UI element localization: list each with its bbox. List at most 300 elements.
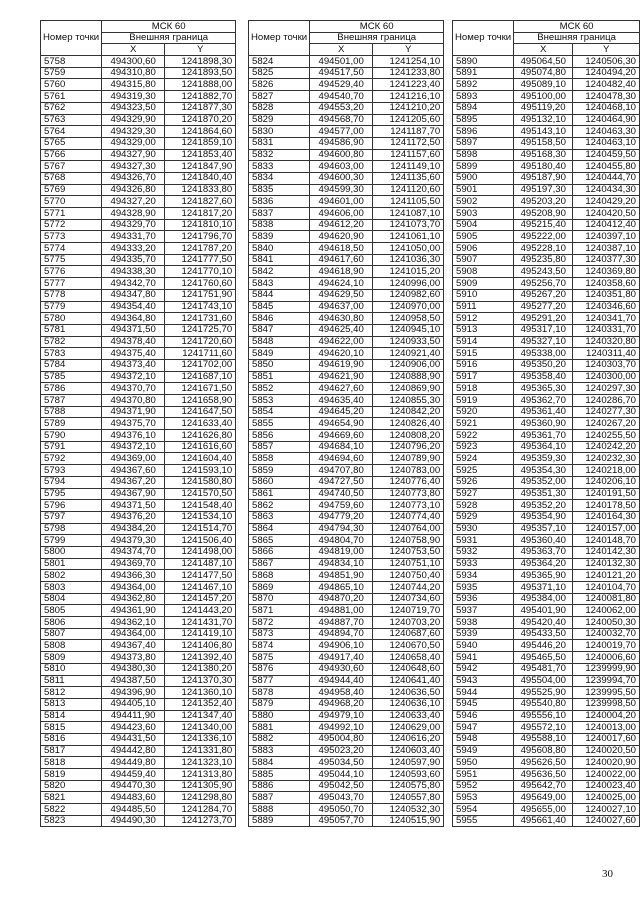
- coord-y: 1240104,70: [573, 582, 640, 594]
- table-row: [41, 804, 236, 816]
- coord-x: 495354,30: [514, 465, 573, 477]
- coord-y: 1240970,00: [373, 301, 444, 313]
- coord-x: 494619,90: [310, 359, 373, 371]
- header-x: X: [310, 44, 373, 56]
- point-number: 5807: [41, 628, 102, 640]
- table-row: [453, 359, 640, 371]
- table-row: [41, 266, 236, 278]
- point-number: 5885: [249, 769, 310, 781]
- coord-x: 495420,40: [514, 617, 573, 629]
- point-number: 5838: [249, 219, 310, 231]
- table-row: [453, 792, 640, 804]
- point-number: 5829: [249, 114, 310, 126]
- point-number: 5847: [249, 324, 310, 336]
- coord-y: 1240636,10: [373, 698, 444, 710]
- point-number: 5852: [249, 383, 310, 395]
- table-row: [41, 593, 236, 605]
- coord-x: 494380,30: [102, 663, 165, 675]
- coord-y: 1240996,00: [373, 278, 444, 290]
- coord-x: 495361,40: [514, 406, 573, 418]
- coord-y: 1241580,80: [165, 476, 236, 488]
- point-number: 5905: [453, 231, 514, 243]
- point-number: 5929: [453, 511, 514, 523]
- table-row: [249, 757, 444, 769]
- table-row: [453, 663, 640, 675]
- point-number: 5933: [453, 558, 514, 570]
- coord-x: 494577,00: [310, 126, 373, 138]
- point-number: 5943: [453, 675, 514, 687]
- point-number: 5892: [453, 79, 514, 91]
- table-row: [249, 313, 444, 325]
- point-number: 5813: [41, 698, 102, 710]
- coord-y: 1240387,10: [573, 243, 640, 255]
- table-row: [41, 149, 236, 161]
- table-row: [453, 441, 640, 453]
- table-row: [453, 56, 640, 68]
- coord-y: 1240468,10: [573, 102, 640, 114]
- point-number: 5793: [41, 465, 102, 477]
- coord-x: 494622,00: [310, 336, 373, 348]
- point-number: 5800: [41, 546, 102, 558]
- coord-y: 1241050,00: [373, 243, 444, 255]
- table-row: [41, 371, 236, 383]
- table-row: [249, 336, 444, 348]
- coord-x: 494354,40: [102, 301, 165, 313]
- coord-y: 1241015,20: [373, 266, 444, 278]
- coord-y: 1240429,20: [573, 196, 640, 208]
- table-row: [41, 652, 236, 664]
- point-number: 5779: [41, 301, 102, 313]
- table-row: [249, 289, 444, 301]
- coord-y: 1240776,40: [373, 476, 444, 488]
- table-row: [453, 640, 640, 652]
- point-number: 5881: [249, 722, 310, 734]
- table-row: [249, 266, 444, 278]
- coord-y: 1241157,60: [373, 149, 444, 161]
- coord-y: 1241711,60: [165, 348, 236, 360]
- coord-y: 1239998,50: [573, 698, 640, 710]
- coord-x: 495481,70: [514, 663, 573, 675]
- table-row: [249, 745, 444, 757]
- coord-y: 1240255,50: [573, 430, 640, 442]
- table-row: [41, 114, 236, 126]
- coord-x: 494326,70: [102, 172, 165, 184]
- coord-x: 495361,70: [514, 430, 573, 442]
- coord-x: 495338,00: [514, 348, 573, 360]
- coord-x: 494370,80: [102, 395, 165, 407]
- coord-x: 495034,50: [310, 757, 373, 769]
- point-number: 5941: [453, 652, 514, 664]
- coord-x: 494553,20: [310, 102, 373, 114]
- point-number: 5837: [249, 208, 310, 220]
- coordinates-table: [248, 20, 444, 827]
- coord-y: 1241840,40: [165, 172, 236, 184]
- coord-x: 494694,60: [310, 453, 373, 465]
- coord-x: 494411,90: [102, 710, 165, 722]
- table-row: [249, 570, 444, 582]
- coord-y: 1240603,40: [373, 745, 444, 757]
- coord-x: 494625,40: [310, 324, 373, 336]
- coord-x: 495050,70: [310, 804, 373, 816]
- point-number: 5893: [453, 91, 514, 103]
- table-row: [41, 745, 236, 757]
- point-number: 5828: [249, 102, 310, 114]
- coord-y: 1240218,00: [573, 465, 640, 477]
- coord-x: 495572,10: [514, 722, 573, 734]
- point-number: 5840: [249, 243, 310, 255]
- coord-y: 1241864,60: [165, 126, 236, 138]
- coord-y: 1241305,90: [165, 780, 236, 792]
- coord-y: 1240297,30: [573, 383, 640, 395]
- coord-x: 494483,60: [102, 792, 165, 804]
- point-number: 5767: [41, 161, 102, 173]
- header-coordinate-system: МСК 60: [310, 21, 444, 33]
- table-row: [249, 67, 444, 79]
- table-row: [41, 406, 236, 418]
- coord-x: 494319,30: [102, 91, 165, 103]
- coord-x: 495384,00: [514, 593, 573, 605]
- coord-y: 1240157,00: [573, 523, 640, 535]
- coord-y: 1241380,20: [165, 663, 236, 675]
- table-row: [453, 465, 640, 477]
- point-number: 5870: [249, 593, 310, 605]
- table-row: [249, 371, 444, 383]
- table-row: [41, 395, 236, 407]
- coord-y: 1240050,30: [573, 617, 640, 629]
- point-number: 5843: [249, 278, 310, 290]
- point-number: 5915: [453, 348, 514, 360]
- coord-x: 494310,80: [102, 67, 165, 79]
- coord-y: 1241888,00: [165, 79, 236, 91]
- table-row: [453, 769, 640, 781]
- point-number: 5912: [453, 313, 514, 325]
- coord-y: 1241626,80: [165, 430, 236, 442]
- point-number: 5887: [249, 792, 310, 804]
- table-row: [249, 500, 444, 512]
- point-number: 5780: [41, 313, 102, 325]
- coord-x: 494367,20: [102, 476, 165, 488]
- point-number: 5918: [453, 383, 514, 395]
- point-number: 5954: [453, 804, 514, 816]
- table-row: [249, 278, 444, 290]
- table-row: [41, 196, 236, 208]
- coord-x: 494779,20: [310, 511, 373, 523]
- point-number: 5786: [41, 383, 102, 395]
- coord-y: 1240789,90: [373, 453, 444, 465]
- point-number: 5894: [453, 102, 514, 114]
- point-number: 5777: [41, 278, 102, 290]
- coord-x: 495364,10: [514, 441, 573, 453]
- coord-x: 494442,80: [102, 745, 165, 757]
- point-number: 5927: [453, 488, 514, 500]
- table-row: [249, 628, 444, 640]
- coord-x: 495362,70: [514, 395, 573, 407]
- coord-x: 495187,90: [514, 172, 573, 184]
- coord-x: 494327,90: [102, 149, 165, 161]
- point-number: 5842: [249, 266, 310, 278]
- table-row: [41, 453, 236, 465]
- coord-x: 494917,40: [310, 652, 373, 664]
- coord-y: 1241751,90: [165, 289, 236, 301]
- coord-y: 1241135,60: [373, 172, 444, 184]
- header-x: X: [514, 44, 573, 56]
- coord-x: 494865,10: [310, 582, 373, 594]
- coord-y: 1240351,80: [573, 289, 640, 301]
- coord-y: 1241392,40: [165, 652, 236, 664]
- table-row: [453, 243, 640, 255]
- point-number: 5849: [249, 348, 310, 360]
- point-number: 5787: [41, 395, 102, 407]
- table-row: [453, 67, 640, 79]
- coord-y: 1240593,60: [373, 769, 444, 781]
- table-row: [249, 348, 444, 360]
- coord-y: 1241731,60: [165, 313, 236, 325]
- coord-x: 494637,00: [310, 301, 373, 313]
- table-row: [453, 395, 640, 407]
- coord-x: 494601,00: [310, 196, 373, 208]
- point-number: 5770: [41, 196, 102, 208]
- coord-y: 1240906,00: [373, 359, 444, 371]
- table-row: [249, 102, 444, 114]
- table-row: [41, 792, 236, 804]
- coord-x: 494958,40: [310, 687, 373, 699]
- table-row: [41, 348, 236, 360]
- coord-x: 495291,20: [514, 313, 573, 325]
- coord-y: 1240670,50: [373, 640, 444, 652]
- coord-x: 494459,40: [102, 769, 165, 781]
- table-row: [453, 628, 640, 640]
- coord-y: 1240013,00: [573, 722, 640, 734]
- table-row: [249, 640, 444, 652]
- table-row: [453, 172, 640, 184]
- coord-y: 1240773,10: [373, 500, 444, 512]
- point-number: 5882: [249, 733, 310, 745]
- coord-x: 494470,30: [102, 780, 165, 792]
- coord-x: 494894,70: [310, 628, 373, 640]
- table-row: [249, 546, 444, 558]
- page-number: 30: [602, 868, 613, 880]
- coord-x: 495354,90: [514, 511, 573, 523]
- header-coordinate-system: МСК 60: [102, 21, 236, 33]
- coord-x: 495042,50: [310, 780, 373, 792]
- point-number: 5888: [249, 804, 310, 816]
- coord-x: 495004,80: [310, 733, 373, 745]
- coord-y: 1240191,50: [573, 488, 640, 500]
- coord-x: 495401,90: [514, 605, 573, 617]
- coord-x: 494300,60: [102, 56, 165, 68]
- coord-x: 495243,50: [514, 266, 573, 278]
- table-row: [453, 558, 640, 570]
- coord-x: 495132,10: [514, 114, 573, 126]
- point-number: 5845: [249, 301, 310, 313]
- point-number: 5760: [41, 79, 102, 91]
- coord-y: 1240369,80: [573, 266, 640, 278]
- coord-y: 1240121,20: [573, 570, 640, 582]
- table-row: [41, 231, 236, 243]
- coord-y: 1241833,80: [165, 184, 236, 196]
- coord-x: 495364,20: [514, 558, 573, 570]
- table-row: [249, 652, 444, 664]
- header-y: Y: [373, 44, 444, 56]
- point-number: 5934: [453, 570, 514, 582]
- point-number: 5799: [41, 535, 102, 547]
- coord-x: 494423,60: [102, 722, 165, 734]
- coord-x: 494366,30: [102, 570, 165, 582]
- table-row: [249, 675, 444, 687]
- coord-y: 1240023,40: [573, 780, 640, 792]
- table-row: [41, 769, 236, 781]
- coord-x: 494621,90: [310, 371, 373, 383]
- coord-y: 1241477,50: [165, 570, 236, 582]
- point-number: 5763: [41, 114, 102, 126]
- coord-x: 494834,10: [310, 558, 373, 570]
- table-row: [453, 149, 640, 161]
- coord-y: 1241120,60: [373, 184, 444, 196]
- coord-y: 1240506,30: [573, 56, 640, 68]
- coord-x: 494759,60: [310, 500, 373, 512]
- coord-x: 495363,70: [514, 546, 573, 558]
- point-number: 5945: [453, 698, 514, 710]
- table-row: [453, 617, 640, 629]
- coord-x: 494618,50: [310, 243, 373, 255]
- point-number: 5898: [453, 149, 514, 161]
- coord-y: 1240532,30: [373, 804, 444, 816]
- point-number: 5805: [41, 605, 102, 617]
- coord-x: 494374,70: [102, 546, 165, 558]
- coord-y: 1241658,90: [165, 395, 236, 407]
- coord-y: 1241210,20: [373, 102, 444, 114]
- header-point-number: Номер точки: [453, 21, 514, 56]
- point-number: 5797: [41, 511, 102, 523]
- coord-x: 495360,90: [514, 418, 573, 430]
- coord-x: 494600,30: [310, 172, 373, 184]
- coord-y: 1240826,40: [373, 418, 444, 430]
- table-row: [453, 722, 640, 734]
- coord-x: 494362,80: [102, 593, 165, 605]
- coord-y: 1241725,70: [165, 324, 236, 336]
- table-row: [41, 301, 236, 313]
- coord-y: 1241036,30: [373, 254, 444, 266]
- point-number: 5936: [453, 593, 514, 605]
- coord-y: 1241827,60: [165, 196, 236, 208]
- coord-y: 1241336,10: [165, 733, 236, 745]
- point-number: 5844: [249, 289, 310, 301]
- table-row: [249, 453, 444, 465]
- table-row: [249, 710, 444, 722]
- coord-x: 494618,90: [310, 266, 373, 278]
- table-row: [249, 687, 444, 699]
- table-row: [41, 722, 236, 734]
- coord-y: 1241347,40: [165, 710, 236, 722]
- table-row: [453, 231, 640, 243]
- table-row: [453, 161, 640, 173]
- coord-y: 1240774,40: [373, 511, 444, 523]
- coord-x: 495655,00: [514, 804, 573, 816]
- point-number: 5778: [41, 289, 102, 301]
- coord-x: 495215,40: [514, 219, 573, 231]
- point-number: 5901: [453, 184, 514, 196]
- point-number: 5775: [41, 254, 102, 266]
- point-number: 5841: [249, 254, 310, 266]
- point-number: 5858: [249, 453, 310, 465]
- point-number: 5907: [453, 254, 514, 266]
- header-point-number: Номер точки: [249, 21, 310, 56]
- table-row: [249, 301, 444, 313]
- coord-x: 494992,10: [310, 722, 373, 734]
- coord-y: 1240482,40: [573, 79, 640, 91]
- point-number: 5916: [453, 359, 514, 371]
- point-number: 5874: [249, 640, 310, 652]
- table-row: [41, 488, 236, 500]
- point-number: 5871: [249, 605, 310, 617]
- coord-x: 494968,20: [310, 698, 373, 710]
- table-row: [453, 757, 640, 769]
- coord-y: 1241882,70: [165, 91, 236, 103]
- coord-y: 1240719,70: [373, 605, 444, 617]
- coord-x: 494540,70: [310, 91, 373, 103]
- coord-y: 1241233,80: [373, 67, 444, 79]
- coord-x: 494599,30: [310, 184, 373, 196]
- table-row: [249, 441, 444, 453]
- coord-x: 494361,90: [102, 605, 165, 617]
- point-number: 5877: [249, 675, 310, 687]
- table-row: [249, 172, 444, 184]
- point-number: 5835: [249, 184, 310, 196]
- coord-y: 1240025,00: [573, 792, 640, 804]
- table-row: [41, 359, 236, 371]
- table-row: [249, 383, 444, 395]
- table-row: [41, 254, 236, 266]
- coord-y: 1240311,40: [573, 348, 640, 360]
- coord-x: 494627,60: [310, 383, 373, 395]
- table-row: [249, 137, 444, 149]
- coord-x: 495327,10: [514, 336, 573, 348]
- coord-y: 1241284,70: [165, 804, 236, 816]
- coord-y: 1241254,10: [373, 56, 444, 68]
- coord-x: 494373,40: [102, 359, 165, 371]
- coord-y: 1240982,60: [373, 289, 444, 301]
- coord-x: 494373,80: [102, 652, 165, 664]
- coord-x: 494887,70: [310, 617, 373, 629]
- point-number: 5872: [249, 617, 310, 629]
- point-number: 5825: [249, 67, 310, 79]
- coord-y: 1240232,30: [573, 453, 640, 465]
- coord-x: 494329,70: [102, 219, 165, 231]
- point-number: 5955: [453, 815, 514, 827]
- table-row: [41, 698, 236, 710]
- coord-y: 1241205,60: [373, 114, 444, 126]
- table-row: [453, 780, 640, 792]
- point-number: 5809: [41, 652, 102, 664]
- header-boundary: Внешняя граница: [102, 32, 236, 44]
- point-number: 5948: [453, 733, 514, 745]
- point-number: 5769: [41, 184, 102, 196]
- coord-x: 494620,90: [310, 231, 373, 243]
- coord-y: 1240633,40: [373, 710, 444, 722]
- coord-y: 1240641,40: [373, 675, 444, 687]
- point-number: 5910: [453, 289, 514, 301]
- table-row: [249, 792, 444, 804]
- point-number: 5839: [249, 231, 310, 243]
- coord-y: 1241498,00: [165, 546, 236, 558]
- point-number: 5772: [41, 219, 102, 231]
- point-number: 5919: [453, 395, 514, 407]
- coord-y: 1240300,00: [573, 371, 640, 383]
- coord-y: 1240434,30: [573, 184, 640, 196]
- table-row: [249, 465, 444, 477]
- coord-x: 494740,50: [310, 488, 373, 500]
- coord-y: 1240022,00: [573, 769, 640, 781]
